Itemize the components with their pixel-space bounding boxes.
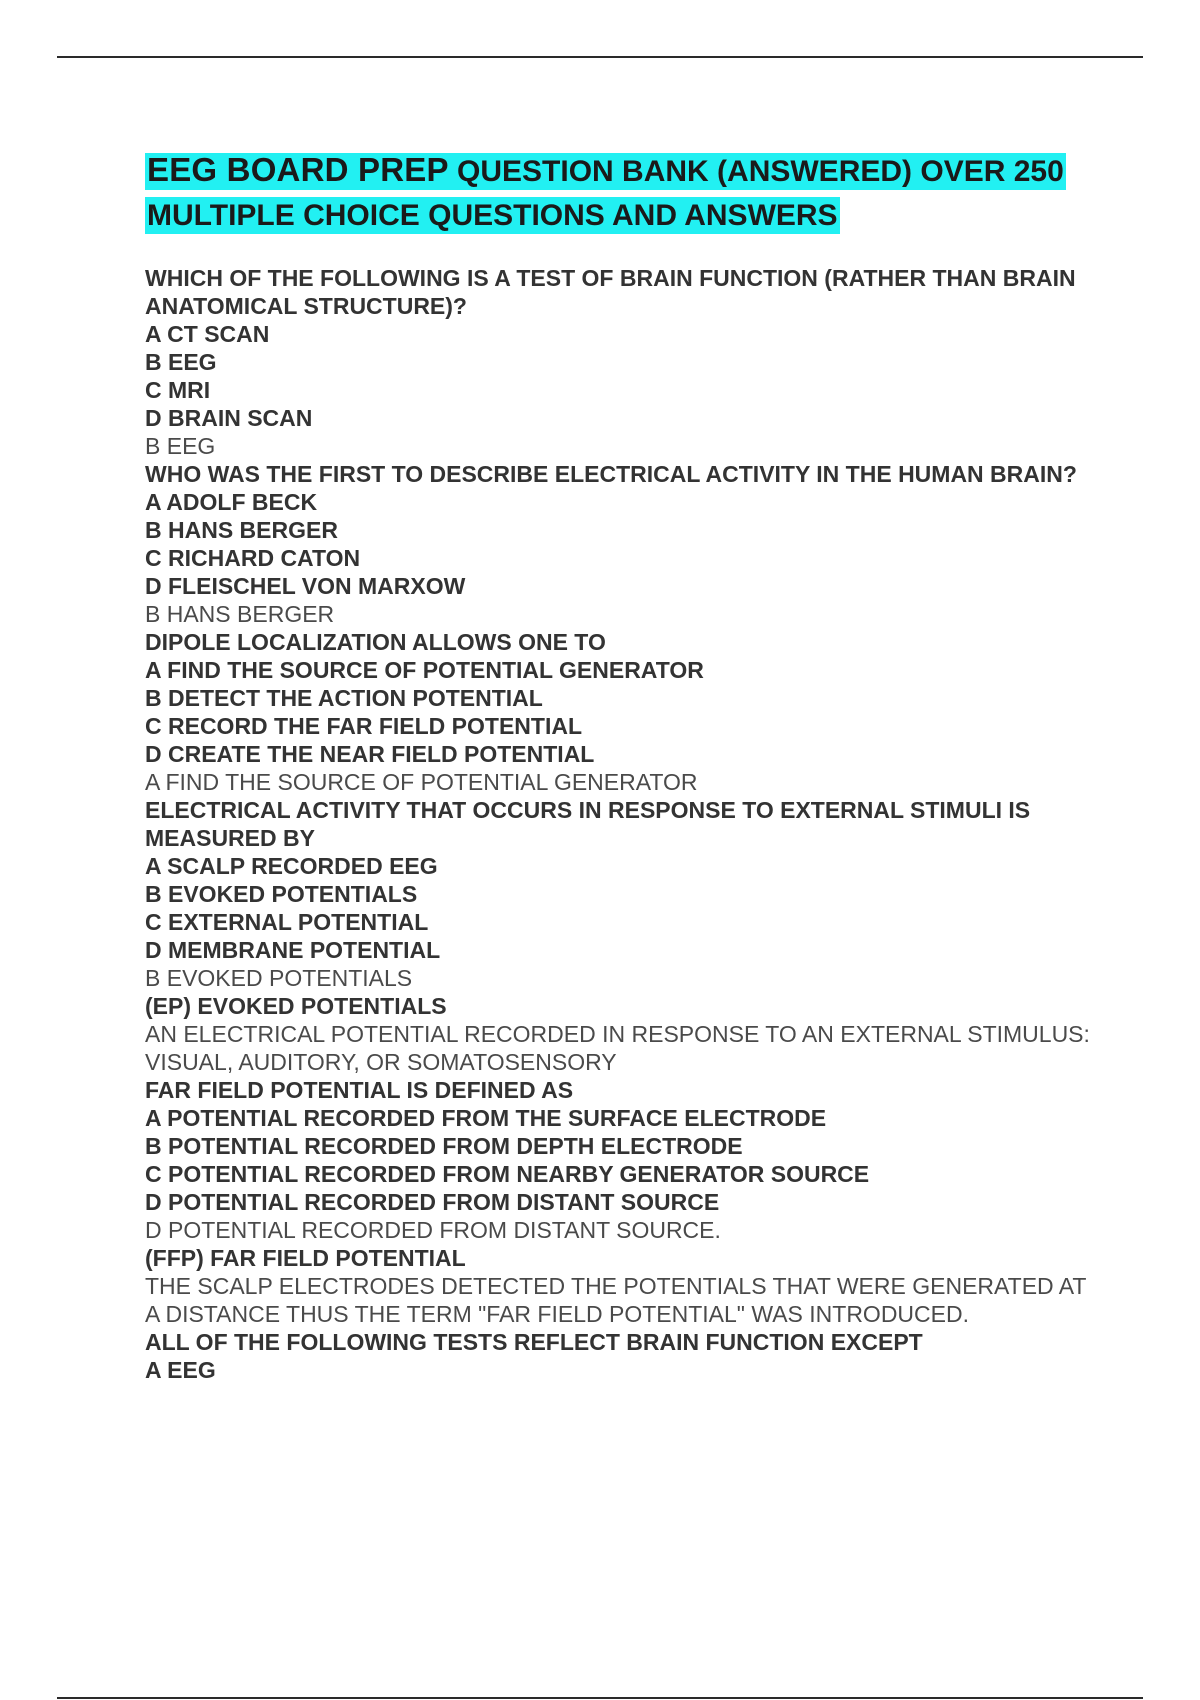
term-definition: THE SCALP ELECTRODES DETECTED THE POTENTIALS THAT WERE GENERATED AT A DISTANCE THUS THE TERM "FAR FIELD POTENTIAL" WAS INTRODUCED. [145,1273,1092,1327]
answer-option: B DETECT THE ACTION POTENTIAL [145,685,543,711]
answer-option: B HANS BERGER [145,517,338,543]
answer-option: D CREATE THE NEAR FIELD POTENTIAL [145,741,595,767]
answer-option: A EEG [145,1357,216,1383]
answer-option: C MRI [145,377,211,403]
answer-option: D POTENTIAL RECORDED FROM DISTANT SOURCE [145,1189,720,1215]
title-highlight [145,153,1066,234]
answer-option: C POTENTIAL RECORDED FROM NEARBY GENERATOR SOURCE [145,1161,870,1187]
answer-option: A CT SCAN [145,321,270,347]
answer-option: C EXTERNAL POTENTIAL [145,909,429,935]
page-bottom-rule [57,1697,1143,1699]
answer-option: A ADOLF BECK [145,489,318,515]
correct-answer: D POTENTIAL RECORDED FROM DISTANT SOURCE. [145,1217,721,1243]
term-heading: (EP) EVOKED POTENTIALS [145,993,447,1019]
term-definition: AN ELECTRICAL POTENTIAL RECORDED IN RESPONSE TO AN EXTERNAL STIMULUS: VISUAL, AUDITORY, OR SOMATOSENSORY [145,1021,1097,1075]
correct-answer: B HANS BERGER [145,601,335,627]
correct-answer: B EEG [145,433,216,459]
answer-option: A FIND THE SOURCE OF POTENTIAL GENERATOR [145,657,704,683]
answer-option: B EVOKED POTENTIALS [145,881,418,907]
question-text: WHO WAS THE FIRST TO DESCRIBE ELECTRICAL ACTIVITY IN THE HUMAN BRAIN? [145,461,1077,487]
document-title [145,148,1075,238]
answer-option: D FLEISCHEL VON MARXOW [145,573,466,599]
page-top-rule [57,56,1143,58]
answer-option: B POTENTIAL RECORDED FROM DEPTH ELECTRODE [145,1133,743,1159]
term-heading: (FFP) FAR FIELD POTENTIAL [145,1245,466,1271]
title-lead: EEG BOARD PREP [147,151,449,188]
answer-option: B EEG [145,349,217,375]
answer-option: A SCALP RECORDED EEG [145,853,438,879]
question-text: ELECTRICAL ACTIVITY THAT OCCURS IN RESPONSE TO EXTERNAL STIMULI IS MEASURED BY [145,797,1037,851]
answer-option: D MEMBRANE POTENTIAL [145,937,441,963]
correct-answer: B EVOKED POTENTIALS [145,965,413,991]
question-text: WHICH OF THE FOLLOWING IS A TEST OF BRAIN FUNCTION (RATHER THAN BRAIN ANATOMICAL STRUCTURE)? [145,265,1082,319]
correct-answer: A FIND THE SOURCE OF POTENTIAL GENERATOR [145,769,698,795]
answer-option: D BRAIN SCAN [145,405,313,431]
question-text: FAR FIELD POTENTIAL IS DEFINED AS [145,1077,574,1103]
question-text: DIPOLE LOCALIZATION ALLOWS ONE TO [145,629,606,655]
answer-option: A POTENTIAL RECORDED FROM THE SURFACE ELECTRODE [145,1105,827,1131]
qa-content [145,264,1095,1384]
title-rest: QUESTION BANK (ANSWERED) OVER 250 MULTIPLE CHOICE QUESTIONS AND ANSWERS [147,155,1064,232]
question-text: ALL OF THE FOLLOWING TESTS REFLECT BRAIN FUNCTION EXCEPT [145,1329,923,1355]
answer-option: C RICHARD CATON [145,545,361,571]
answer-option: C RECORD THE FAR FIELD POTENTIAL [145,713,582,739]
